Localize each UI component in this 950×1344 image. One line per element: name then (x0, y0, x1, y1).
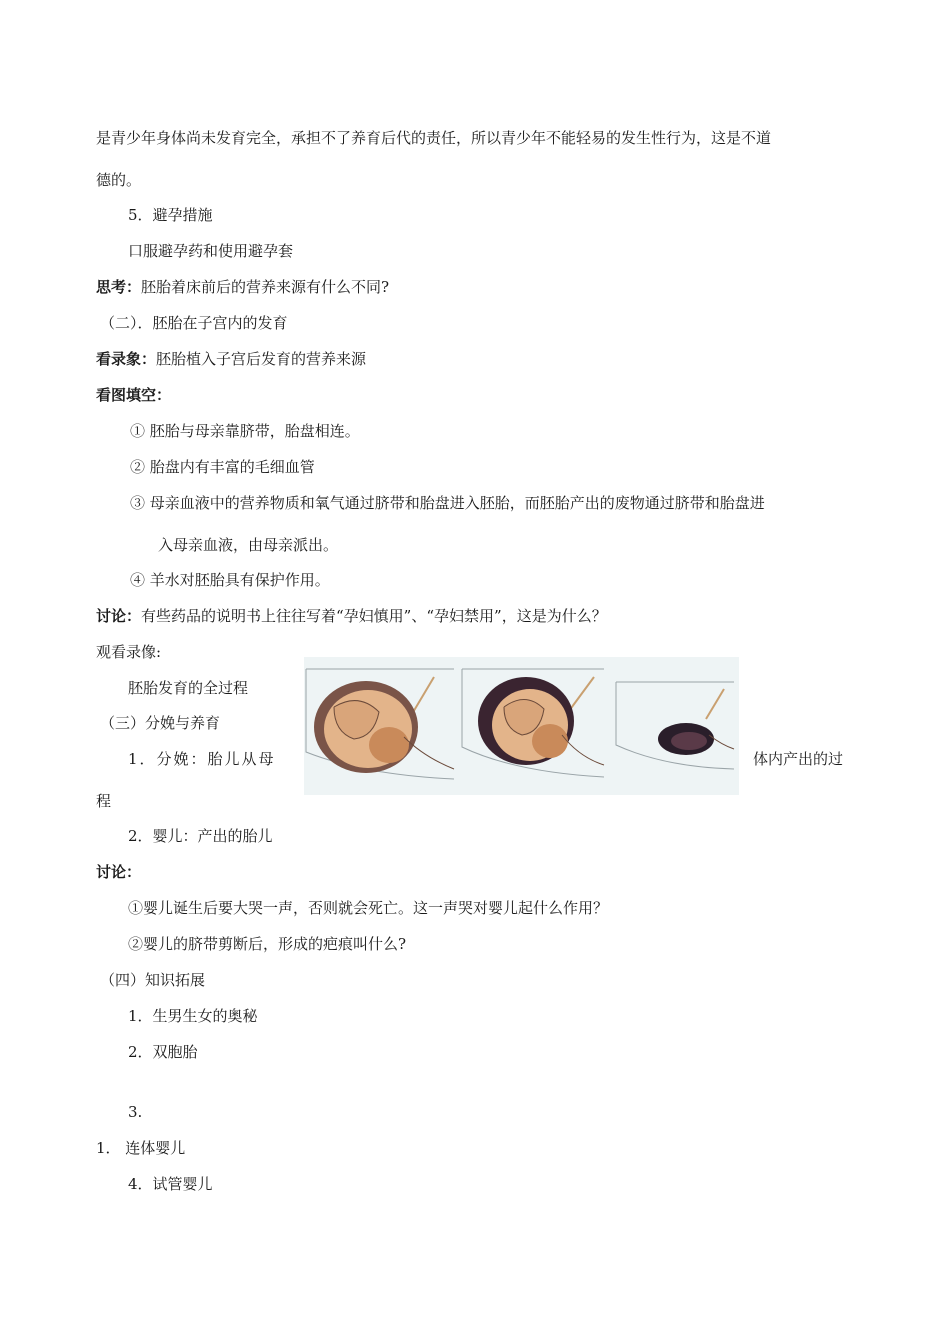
list-item: 2．双胞胎 (128, 1043, 198, 1061)
list-item: ②婴儿的脐带剪断后，形成的疤痕叫什么? (128, 935, 407, 953)
discussion-label: 讨论： (96, 863, 142, 881)
body-line: 体内产出的过 (753, 750, 844, 768)
body-line: 观看录像: (96, 643, 162, 661)
body-line: 程 (96, 792, 112, 810)
birth-stage-2-image (462, 669, 604, 777)
childbirth-figure (304, 657, 739, 795)
list-item: 3. (128, 1103, 143, 1121)
body-line: 是青少年身体尚未发育完全，承担不了养育后代的责任，所以青少年不能轻易的发生性行为，这是不道 (96, 129, 772, 147)
fill-blank-label: 看图填空： (96, 386, 172, 404)
section-heading: （四）知识拓展 (100, 971, 206, 989)
list-item: 4．试管婴儿 (128, 1175, 213, 1193)
body-line: 2．婴儿：产出的胎儿 (128, 827, 273, 845)
list-item: ① 胚胎与母亲靠脐带，胎盘相连。 (130, 422, 360, 440)
video-text: 胚胎植入子宫后发育的营养来源 (156, 350, 367, 368)
body-line: 德的。 (96, 171, 142, 189)
body-line: 胚胎发育的全过程 (128, 679, 249, 697)
video-label: 看录象： (96, 350, 157, 368)
list-item: ③ 母亲血液中的营养物质和氧气通过脐带和胎盘进入胚胎，而胚胎产出的废物通过脐带和胎盘进 (130, 494, 765, 512)
birth-stage-3-image (616, 682, 734, 769)
section-heading: （二）．胚胎在子宫内的发育 (100, 314, 288, 332)
think-label: 思考： (96, 278, 142, 296)
body-line: 1．分娩：胎儿从母 (128, 750, 276, 768)
discussion-line (96, 606, 607, 626)
body-line: 口服避孕药和使用避孕套 (128, 242, 294, 260)
discussion-label: 讨论： (96, 607, 142, 625)
list-item: ② 胎盘内有丰富的毛细血管 (130, 458, 315, 476)
think-text: 胚胎着床前后的营养来源有什么不同? (141, 278, 390, 296)
childbirth-illustration (304, 657, 739, 795)
list-item-continuation: 入母亲血液，由母亲派出。 (158, 536, 339, 554)
birth-stage-1-image (306, 669, 454, 779)
discussion-text: 有些药品的说明书上往往写着“孕妇慎用”、“孕妇禁用”，这是为什么？ (141, 607, 607, 625)
list-item: ④ 羊水对胚胎具有保护作用。 (130, 571, 330, 589)
section-item: 5．避孕措施 (128, 206, 213, 224)
list-item: ①婴儿诞生后要大哭一声，否则就会死亡。这一声哭对婴儿起什么作用？ (128, 899, 609, 917)
video-line (96, 349, 366, 369)
section-heading: （三）分娩与养育 (100, 714, 221, 732)
think-line (96, 277, 389, 297)
list-item: 1．生男生女的奥秘 (128, 1007, 258, 1025)
list-item: 1． 连体婴儿 (96, 1139, 186, 1157)
